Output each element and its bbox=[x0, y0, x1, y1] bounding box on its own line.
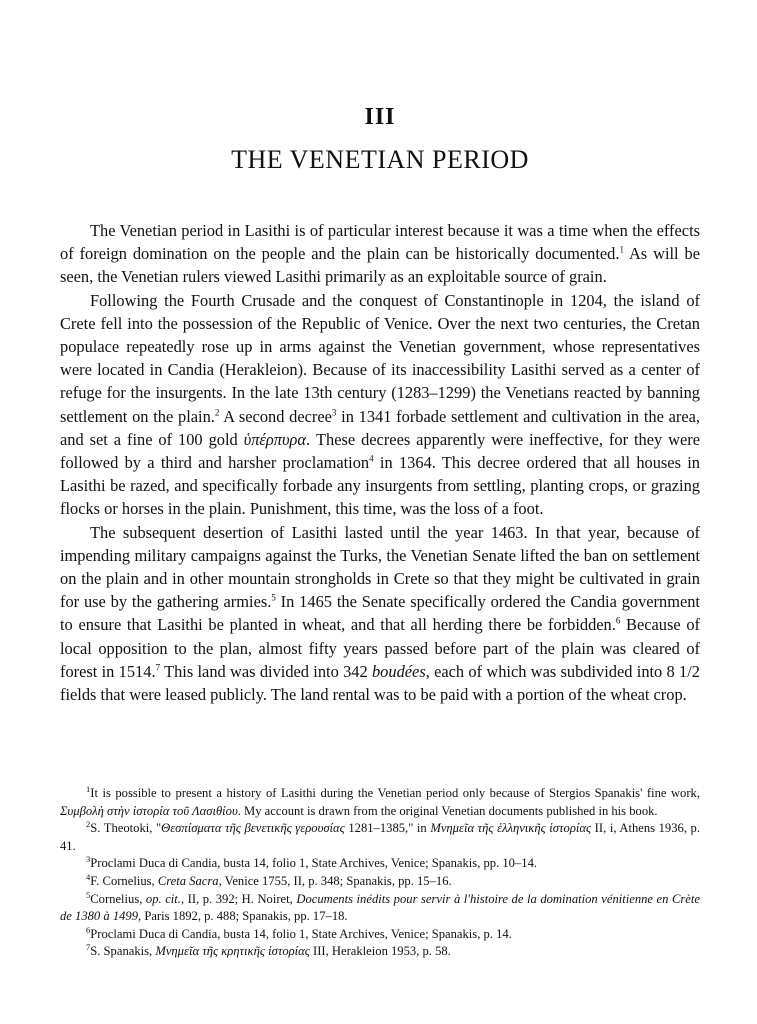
footnote-reference[interactable]: 6 bbox=[615, 615, 621, 626]
paragraph-3 bbox=[60, 521, 700, 707]
footnote-number: 6 bbox=[86, 924, 91, 935]
footnote-1 bbox=[60, 785, 700, 820]
footnote-reference[interactable]: 1 bbox=[619, 244, 624, 255]
footnote-text: It is possible to present a history of Lasithi during the Venetian period only because of Stergios Spanakis' fine work, bbox=[90, 786, 700, 800]
footnote-reference[interactable]: 3 bbox=[331, 407, 337, 418]
footnote-text: Cornelius, bbox=[90, 891, 146, 906]
paragraph-text: , each of which was subdivided into 8 1/2 fields that were leased publicly. The land rental was to be paid with a portion of the wheat crop. bbox=[60, 661, 700, 705]
footnote-number: 4 bbox=[86, 871, 91, 882]
footnote-italic-title: Documents inédits pour servir à l'histoire de la domination vénitienne en Crète de 1380 à 1499 bbox=[60, 891, 700, 924]
paragraph-text: A second decree bbox=[219, 406, 332, 426]
footnote-number: 1 bbox=[86, 783, 91, 794]
page bbox=[60, 0, 700, 1024]
paragraph-text: in 1364. This decree ordered that all houses in Lasithi be razed, and specifically forbade any insurgents from settling, planting crops, or grazing flocks or horses in the plain. Punishment, this time, was the loss of a foot. bbox=[60, 453, 701, 519]
paragraph-text: The subsequent desertion of Lasithi lasted until the year 1463. In that year, because of impending military campaigns against the Turks, the Venetian Senate lifted the ban on settlement on the plain and in other mountain strongholds in Crete so that they might be cultivated in grain for use by the gathering armies. bbox=[60, 522, 700, 612]
paragraph-text: In 1465 the Senate specifically ordered the Candia government to ensure that Lasithi be planted in wheat, and that all herding there be forbidden. bbox=[60, 592, 700, 635]
footnote-italic-title: Creta Sacra bbox=[157, 873, 219, 888]
footnote-text: III, Herakleion 1953, p. 58. bbox=[309, 944, 451, 959]
footnote-reference[interactable]: 7 bbox=[155, 662, 161, 673]
paragraph-text: Because of local opposition to the plan, almost fifty years passed before part of the plain was cleared of forest in 1514. bbox=[60, 615, 700, 681]
footnote-text: , Venice 1755, II, p. 348; Spanakis, pp. 15–16. bbox=[218, 873, 452, 888]
footnote-greek-title: Θεσπίσματα τῆς βενετικῆς γερουσίας bbox=[161, 821, 345, 836]
chapter-number: III bbox=[364, 104, 396, 130]
footnote-greek-title: Μνημεῖα τῆς κρητικῆς ἱστορίας bbox=[155, 944, 310, 959]
footnote-text: Proclami Duca di Candia, busta 14, folio 1, State Archives, Venice; Spanakis, p. 14. bbox=[90, 926, 512, 941]
paragraph-2 bbox=[60, 289, 700, 521]
footnote-5 bbox=[60, 891, 700, 926]
paragraph-text: As will be seen, the Venetian rulers viewed Lasithi primarily as an exploitable source of grain. bbox=[60, 244, 701, 287]
paragraph-text: The Venetian period in Lasithi is of particular interest because it was a time when the effects of foreign domination on the people and the plain can be historically documented. bbox=[60, 221, 700, 264]
footnote-reference[interactable]: 4 bbox=[369, 453, 374, 464]
footnote-text: . My account is drawn from the original Venetian documents published in his book. bbox=[237, 803, 658, 818]
paragraph-text: Following the Fourth Crusade and the conquest of Constantinople in 1204, the island of Crete fell into the possession of the Republic of Venice. Over the next two centuries, the Cretan populace repeatedly rose up in arms against the Venetian government, whose representatives were located in Candia (Herakleion). Because of its inaccessibility Lasithi served as a center of refuge for the insurgents. In the late 13th century (1283–1299) the Venetians reacted by banning settlement on the plain. bbox=[60, 290, 700, 426]
footnote-greek-title: Μνημεῖα τῆς ἑλληνικῆς ἱστορίας bbox=[430, 821, 592, 836]
paragraph-1 bbox=[60, 219, 700, 289]
paragraph-text: This land was divided into 342 bbox=[160, 661, 372, 681]
footnote-number: 2 bbox=[86, 819, 91, 829]
italic-term: boudées bbox=[371, 661, 426, 681]
footnote-text: , II, p. 392; H. Noiret, bbox=[180, 891, 297, 906]
footnote-greek-title: Συμβολὴ στὴν ἱστορία τοῦ Λασιθίου bbox=[60, 803, 238, 818]
footnotes bbox=[60, 785, 700, 961]
paragraph-text: . These decrees apparently were ineffective, for they were followed by a third and harsher proclamation bbox=[60, 429, 700, 473]
body-text bbox=[60, 219, 700, 706]
footnote-number: 7 bbox=[86, 942, 91, 953]
footnote-text: S. Spanakis, bbox=[90, 944, 156, 959]
footnote-text: II, i, Athens 1936, p. 41. bbox=[60, 821, 701, 853]
footnote-2 bbox=[60, 820, 700, 855]
chapter-title: THE VENETIAN PERIOD bbox=[231, 145, 529, 174]
greek-term: ὑπέρπυρα bbox=[243, 429, 306, 449]
footnote-text: S. Theotoki, " bbox=[90, 821, 162, 836]
footnote-3 bbox=[60, 855, 700, 873]
footnote-text: Proclami Duca di Candia, busta 14, folio 1, State Archives, Venice; Spanakis, pp. 10–14. bbox=[90, 856, 538, 871]
footnote-7 bbox=[60, 943, 700, 961]
footnote-number: 5 bbox=[86, 889, 91, 900]
footnote-reference[interactable]: 2 bbox=[214, 407, 220, 418]
footnote-number: 3 bbox=[86, 854, 91, 865]
footnote-text: , Paris 1892, p. 488; Spanakis, pp. 17–18. bbox=[138, 909, 348, 924]
footnote-text: 1281–1385," in bbox=[344, 821, 431, 836]
footnote-reference[interactable]: 5 bbox=[271, 592, 276, 603]
paragraph-text: in 1341 forbade settlement and cultivation in the area, and set a fine of 100 gold bbox=[60, 406, 700, 449]
footnote-text: F. Cornelius, bbox=[90, 873, 158, 888]
footnote-italic-title: op. cit. bbox=[145, 891, 181, 906]
footnote-6 bbox=[60, 926, 700, 944]
footnote-4 bbox=[60, 873, 700, 891]
